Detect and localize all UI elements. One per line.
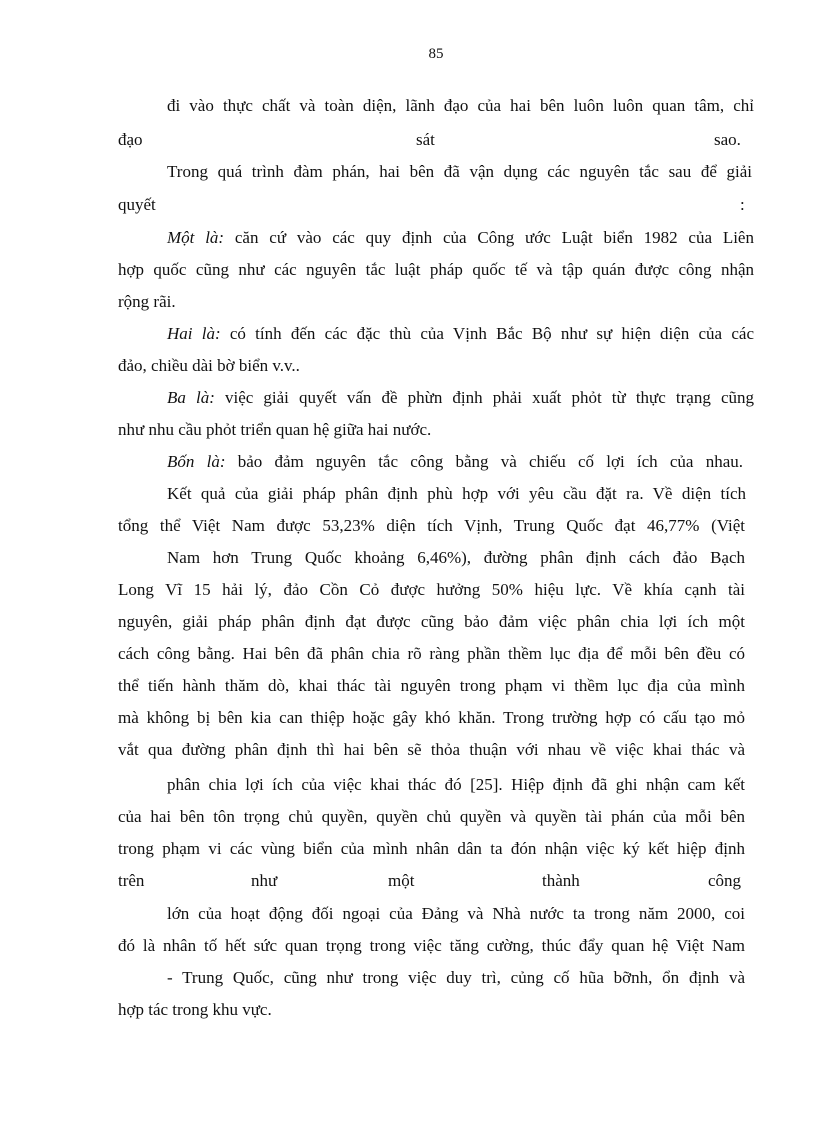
text-line: trên: [118, 871, 145, 890]
text-line: [167, 388, 754, 408]
item-label: Hai là:: [167, 324, 221, 343]
text-line: - Trung Quốc, cũng như trong việc duy trì, củng cố hũa bỡnh, ổn định và: [167, 968, 745, 987]
text-line: tổng thể Việt Nam được 53,23% diện tích Vịnh, Trung Quốc đạt 46,77% (Việt: [118, 516, 745, 535]
text-line: Trong quá trình đàm phán, hai bên đã vận dụng các nguyên tắc sau để giải: [167, 162, 752, 181]
item-text: căn cứ vào các quy định của Công ước Luật biển 1982 của Liên: [224, 228, 754, 247]
text-line: sát: [416, 130, 435, 149]
text-line: thành: [542, 871, 580, 890]
text-line: sao.: [714, 130, 741, 149]
text-line: Long Vĩ 15 hải lý, đảo Cồn Cỏ được hưởng 50% hiệu lực. Về khía cạnh tài: [118, 580, 745, 599]
text-line: đó là nhân tố hết sức quan trọng trong việc tăng cường, thúc đẩy quan hệ Việt Nam: [118, 936, 745, 955]
text-line: công: [708, 871, 742, 890]
item-text: việc giải quyết vấn đề phừn định phải xuất phỏt từ thực trạng cũng: [214, 388, 754, 407]
page-number: 85: [428, 46, 444, 62]
text-line: rộng rãi.: [118, 292, 176, 311]
text-line: Kết quả của giải pháp phân định phù hợp với yêu cầu đặt ra. Về diện tích: [167, 484, 746, 503]
text-line: [167, 324, 754, 344]
text-line: Nam hơn Trung Quốc khoảng 6,46%), đường phân định cách đảo Bạch: [167, 548, 745, 567]
item-label: Ba là:: [167, 388, 215, 407]
text-line: quyết: [118, 195, 156, 214]
text-line: mà không bị bên kia can thiệp hoặc gây khó khăn. Trong trường hợp có cấu tạo mỏ: [118, 708, 745, 727]
text-line: của hai bên tôn trọng chủ quyền, quyền chủ quyền và quyền tài phán của mỗi bên: [118, 807, 745, 826]
item-text: có tính đến các đặc thù của Vịnh Bắc Bộ như sự hiện diện của các: [220, 324, 754, 343]
text-line: vắt qua đường phân định thì hai bên sẽ thỏa thuận với nhau về việc khai thác và: [118, 740, 745, 759]
text-line: phân chia lợi ích của việc khai thác đó [25]. Hiệp định đã ghi nhận cam kết: [167, 775, 745, 794]
text-line: cách công bằng. Hai bên đã phân chia rõ ràng phần thềm lục địa để mỗi bên đều có: [118, 644, 745, 663]
text-line: hợp quốc cũng như các nguyên tắc luật pháp quốc tế và tập quán được công nhận: [118, 260, 754, 279]
text-line: trong phạm vi các vùng biển của mình nhân dân ta đón nhận việc ký kết hiệp định: [118, 839, 745, 858]
text-line: [167, 228, 754, 248]
text-line: đảo, chiều dài bờ biển v.v..: [118, 356, 300, 375]
text-line: như: [251, 871, 278, 890]
text-line: :: [740, 195, 745, 214]
text-line: thể tiến hành thăm dò, khai thác tài nguyên trong phạm vi thềm lục địa của mình: [118, 676, 745, 695]
text-line: [167, 452, 743, 472]
text-line: lớn của hoạt động đối ngoại của Đảng và Nhà nước ta trong năm 2000, coi: [167, 904, 745, 923]
text-line: hợp tác trong khu vực.: [118, 1000, 272, 1019]
text-line: đi vào thực chất và toàn diện, lãnh đạo của hai bên luôn luôn quan tâm, chỉ: [167, 96, 754, 115]
text-line: đạo: [118, 130, 143, 149]
text-line: một: [388, 871, 415, 890]
item-text: bảo đảm nguyên tắc công bằng và chiếu cố lợi ích của nhau.: [225, 452, 743, 471]
text-line: như nhu cầu phỏt triển quan hệ giữa hai nước.: [118, 420, 432, 439]
text-line: nguyên, giải pháp phân định đạt được cũng bảo đảm việc phân chia lợi ích một: [118, 612, 745, 631]
item-label: Bốn là:: [167, 452, 226, 471]
item-label: Một là:: [167, 228, 225, 247]
